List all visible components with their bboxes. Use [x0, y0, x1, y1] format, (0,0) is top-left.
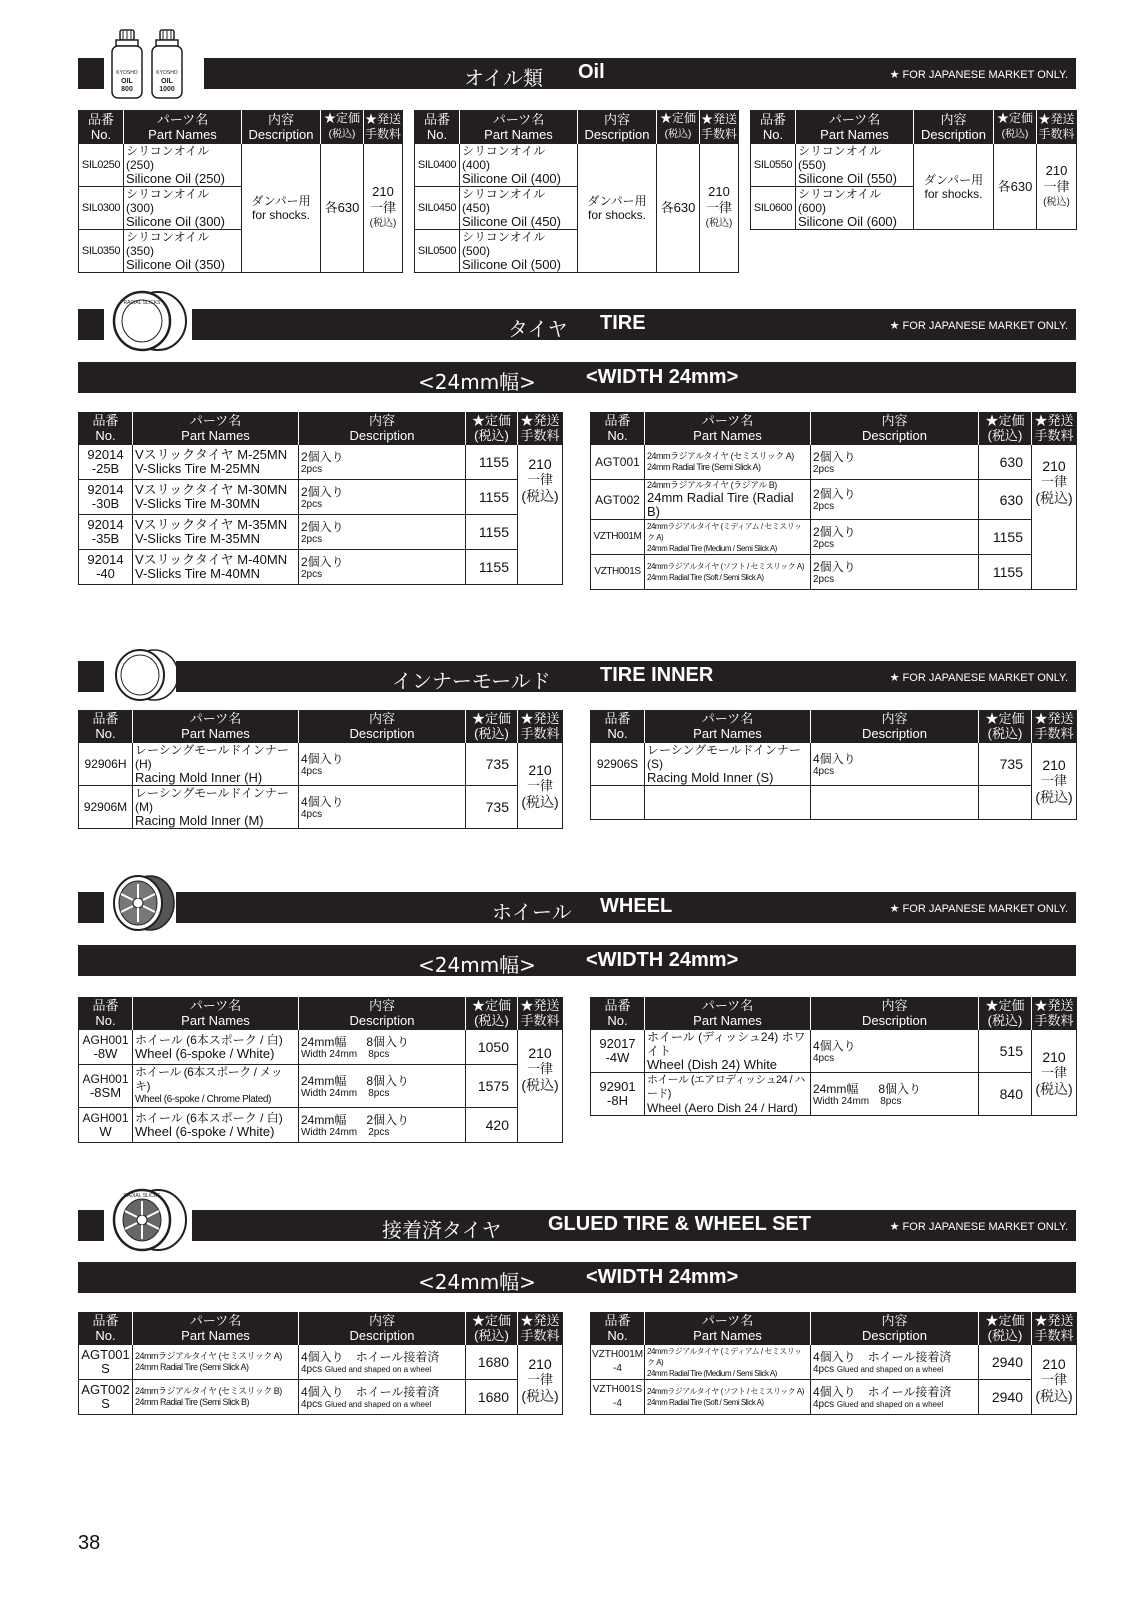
part-price: 735 — [466, 786, 518, 829]
col-fee: ★発送 手数料 — [518, 710, 563, 743]
part-no: SIL0250 — [79, 144, 124, 187]
part-desc: 2個入り 2pcs — [299, 480, 466, 515]
part-desc: 2個入り 2pcs — [299, 445, 466, 480]
part-no: SIL0450 — [415, 187, 460, 230]
shipping-fee: 210 一律 (税込) — [1032, 1345, 1077, 1415]
part-name: 24mmラジアルタイヤ (セミスリック A) 24mm Radial Tire (Semi Slick A) — [133, 1345, 299, 1380]
wheel-width-header — [78, 945, 1076, 976]
market-note: ★ FOR JAPANESE MARKET ONLY. — [889, 672, 1068, 684]
part-no: SIL0500 — [415, 230, 460, 273]
col-fee: ★発送 手数料 — [518, 412, 563, 445]
col-name: パーツ名 Part Names — [796, 110, 914, 144]
part-no: SIL0600 — [751, 187, 796, 230]
col-no: 品番 No. — [751, 110, 796, 144]
col-name: パーツ名 Part Names — [133, 997, 299, 1030]
width-label-en: <WIDTH 24mm> — [586, 1266, 739, 1288]
tire-icon — [108, 290, 192, 352]
part-no: SIL0300 — [79, 187, 124, 230]
oil-table-1 — [78, 110, 403, 273]
col-price: ★定価 (税込) — [466, 997, 518, 1030]
col-desc: 内容 Description — [811, 1312, 979, 1345]
col-no: 品番 No. — [415, 110, 460, 144]
part-name: シリコンオイル (550) Silicone Oil (550) — [796, 144, 914, 187]
part-name: ホイール (エアロディッシュ24 / ハード) Wheel (Aero Dish 24 / Hard) — [645, 1073, 811, 1116]
col-fee: ★発送 手数料 — [518, 997, 563, 1030]
col-desc: 内容 Description — [299, 997, 466, 1030]
part-price: 735 — [979, 743, 1032, 786]
col-no: 品番 No. — [79, 997, 133, 1030]
col-no: 品番 No. — [591, 710, 645, 743]
part-price: 2940 — [979, 1380, 1032, 1415]
part-name: 24mmラジアルタイヤ (ソフト / セミスリック A) 24mm Radial Tire (Soft / Semi Slick A) — [645, 1380, 811, 1415]
col-desc: 内容 Description — [811, 997, 979, 1030]
oil-section-header — [204, 58, 1076, 89]
oil-bottles-icon — [108, 26, 200, 100]
shipping-fee: 210 一律 (税込) — [1032, 445, 1077, 520]
glued-title-en: GLUED TIRE & WHEEL SET — [548, 1213, 811, 1235]
bottle2-weight: 1000 — [159, 86, 175, 93]
col-no: 品番 No. — [591, 997, 645, 1030]
part-no: SIL0550 — [751, 144, 796, 187]
part-name: ホイール (6本スポーク / 白) Wheel (6-spoke / White) — [133, 1030, 299, 1065]
col-price: ★定価 (税込) — [979, 412, 1032, 445]
width-label-jp: <24mm幅> — [418, 1270, 536, 1294]
bottle2-brand: KYOSHO — [156, 70, 178, 76]
part-no: 92014 -30B — [79, 480, 133, 515]
col-desc: 内容 Description — [811, 710, 979, 743]
wheel-table-right — [590, 997, 1077, 1116]
col-price: ★定価 (税込) — [979, 997, 1032, 1030]
part-no: 92014 -25B — [79, 445, 133, 480]
col-price: ★定価 (税込) — [466, 412, 518, 445]
wheel-section-marker — [78, 892, 104, 923]
glued-width-header — [78, 1262, 1076, 1293]
inner-title-jp: インナーモールド — [392, 669, 551, 693]
col-name: パーツ名 Part Names — [124, 110, 242, 144]
col-fee: ★発送 手数料 — [364, 110, 403, 144]
part-no: 92014 -40 — [79, 550, 133, 585]
part-no: 92017 -4W — [591, 1030, 645, 1073]
part-price: 1050 — [466, 1030, 518, 1065]
part-price: 1155 — [466, 550, 518, 585]
empty-cell — [1032, 520, 1077, 590]
oil-price: 各630 — [657, 144, 700, 273]
part-desc: 4個入り ホイール接着済 4pcs Glued and shaped on a wheel — [299, 1380, 466, 1415]
part-desc: 24mm幅 8個入り Width 24mm 8pcs — [299, 1030, 466, 1065]
inner-table-right — [590, 710, 1077, 820]
empty-cell — [518, 1108, 563, 1143]
col-name: パーツ名 Part Names — [645, 1312, 811, 1345]
wheel-icon — [108, 872, 178, 934]
part-no: 92901 -8H — [591, 1073, 645, 1116]
glued-table-left — [78, 1312, 563, 1415]
bottle1-weight: 800 — [121, 86, 133, 93]
col-price: ★定価 (税込) — [321, 110, 364, 144]
empty-cell — [979, 786, 1032, 820]
svg-text:RADIAL SLICKS: RADIAL SLICKS — [123, 300, 161, 306]
part-desc: 24mm幅 8個入り Width 24mm 8pcs — [299, 1065, 466, 1108]
tire-table-right — [590, 412, 1077, 590]
shipping-fee: 210 一律 (税込) — [518, 1345, 563, 1415]
col-desc: 内容 Description — [578, 110, 657, 144]
wheel-section-header — [176, 892, 1076, 923]
col-fee: ★発送 手数料 — [1032, 412, 1077, 445]
wheel-title-jp: ホイール — [492, 900, 572, 924]
part-name: ホイール (ディッシュ24) ホワイト Wheel (Dish 24) White — [645, 1030, 811, 1073]
inner-table-left — [78, 710, 563, 829]
part-name: Vスリックタイヤ M-25MN V-Slicks Tire M-25MN — [133, 445, 299, 480]
oil-fee: 210 一律 (税込) — [1037, 144, 1077, 230]
shipping-fee: 210 一律 (税込) — [518, 445, 563, 515]
part-name: シリコンオイル (500) Silicone Oil (500) — [460, 230, 578, 273]
part-desc: 4個入り 4pcs — [299, 743, 466, 786]
oil-table-3 — [750, 110, 1077, 230]
tire-table-left — [78, 412, 563, 585]
part-no: 92014 -35B — [79, 515, 133, 550]
col-no: 品番 No. — [79, 412, 133, 445]
part-no: AGH001 -8SM — [79, 1065, 133, 1108]
tire-inner-icon — [110, 648, 182, 702]
wheel-table-left — [78, 997, 563, 1143]
glued-title-jp: 接着済タイヤ — [382, 1218, 502, 1242]
part-name: 24mmラジアルタイヤ (セミスリック B) 24mm Radial Tire (Semi Slick B) — [133, 1380, 299, 1415]
part-desc: 4個入り 4pcs — [299, 786, 466, 829]
part-name: シリコンオイル (350) Silicone Oil (350) — [124, 230, 242, 273]
empty-cell — [811, 786, 979, 820]
width-label-jp: <24mm幅> — [418, 953, 536, 977]
col-name: パーツ名 Part Names — [645, 710, 811, 743]
tire-title-jp: タイヤ — [508, 317, 568, 341]
part-desc: 4個入り ホイール接着済 4pcs Glued and shaped on a wheel — [299, 1345, 466, 1380]
col-no: 品番 No. — [79, 1312, 133, 1345]
tire-title-en: TIRE — [600, 312, 646, 334]
col-desc: 内容 Description — [299, 412, 466, 445]
col-price: ★定価 (税込) — [657, 110, 700, 144]
part-desc: 24mm幅 2個入り Width 24mm 2pcs — [299, 1108, 466, 1143]
part-name: レーシングモールドインナー (H) Racing Mold Inner (H) — [133, 743, 299, 786]
part-desc: 2個入り 2pcs — [299, 515, 466, 550]
part-name: レーシングモールドインナー (S) Racing Mold Inner (S) — [645, 743, 811, 786]
part-name: 24mmラジアルタイヤ (ラジアル B) 24mm Radial Tire (Radial B) — [645, 480, 811, 520]
part-name: Vスリックタイヤ M-30MN V-Slicks Tire M-30MN — [133, 480, 299, 515]
col-no: 品番 No. — [79, 710, 133, 743]
part-name: レーシングモールドインナー (M) Racing Mold Inner (M) — [133, 786, 299, 829]
part-no: AGH001 W — [79, 1108, 133, 1143]
tire-width-header — [78, 362, 1076, 393]
part-desc: 2個入り 2pcs — [811, 520, 979, 555]
part-desc: 2個入り 2pcs — [811, 555, 979, 590]
width-label-en: <WIDTH 24mm> — [586, 949, 739, 971]
col-no: 品番 No. — [591, 412, 645, 445]
col-no: 品番 No. — [79, 110, 124, 144]
inner-section-header — [176, 661, 1076, 692]
col-desc: 内容 Description — [299, 1312, 466, 1345]
part-name: Vスリックタイヤ M-40MN V-Slicks Tire M-40MN — [133, 550, 299, 585]
inner-section-marker — [78, 661, 104, 692]
market-note: ★ FOR JAPANESE MARKET ONLY. — [889, 69, 1068, 81]
part-name: 24mmラジアルタイヤ (ソフト / セミスリック A) 24mm Radial Tire (Soft / Semi Slick A) — [645, 555, 811, 590]
part-no: VZTH001M — [591, 520, 645, 555]
col-fee: ★発送 手数料 — [518, 1312, 563, 1345]
part-name: シリコンオイル (250) Silicone Oil (250) — [124, 144, 242, 187]
col-desc: 内容 Description — [914, 110, 994, 144]
part-price: 1155 — [979, 555, 1032, 590]
col-desc: 内容 Description — [811, 412, 979, 445]
part-price: 1155 — [466, 515, 518, 550]
empty-cell — [591, 786, 645, 820]
part-price: 630 — [979, 445, 1032, 480]
col-fee: ★発送 手数料 — [1032, 710, 1077, 743]
oil-fee: 210 一律 (税込) — [700, 144, 739, 273]
shipping-fee: 210 一律 (税込) — [518, 1030, 563, 1108]
part-price: 2940 — [979, 1345, 1032, 1380]
part-no: VZTH001M -4 — [591, 1345, 645, 1380]
col-price: ★定価 (税込) — [979, 1312, 1032, 1345]
part-name: ホイール (6本スポーク / メッキ) Wheel (6-spoke / Chrome Plated) — [133, 1065, 299, 1108]
inner-title-en: TIRE INNER — [600, 664, 714, 686]
part-name: シリコンオイル (300) Silicone Oil (300) — [124, 187, 242, 230]
market-note: ★ FOR JAPANESE MARKET ONLY. — [889, 903, 1068, 915]
col-desc: 内容 Description — [242, 110, 321, 144]
col-name: パーツ名 Part Names — [460, 110, 578, 144]
part-name: Vスリックタイヤ M-35MN V-Slicks Tire M-35MN — [133, 515, 299, 550]
tire-section-marker — [78, 309, 104, 340]
bottle1-brand: KYOSHO — [116, 70, 138, 76]
part-no: SIL0350 — [79, 230, 124, 273]
part-desc: 24mm幅 8個入り Width 24mm 8pcs — [811, 1073, 979, 1116]
part-no: AGT002 S — [79, 1380, 133, 1415]
shipping-fee: 210 一律 (税込) — [1032, 743, 1077, 820]
width-label-jp: <24mm幅> — [418, 370, 536, 394]
part-no: AGH001 -8W — [79, 1030, 133, 1065]
wheel-title-en: WHEEL — [600, 895, 673, 917]
part-no: AGT001 — [591, 445, 645, 480]
col-name: パーツ名 Part Names — [133, 1312, 299, 1345]
oil-title-en: Oil — [578, 61, 605, 83]
col-fee: ★発送 手数料 — [1037, 110, 1077, 144]
part-name: 24mmラジアルタイヤ (ミディアム / セミスリック A) 24mm Radial Tire (Medium / Semi Slick A) — [645, 1345, 811, 1380]
col-name: パーツ名 Part Names — [645, 997, 811, 1030]
width-label-en: <WIDTH 24mm> — [586, 366, 739, 388]
part-name: 24mmラジアルタイヤ (ミディアム / セミスリック A) 24mm Radial Tire (Medium / Semi Slick A) — [645, 520, 811, 555]
oil-section-marker — [78, 58, 104, 89]
col-price: ★定価 (税込) — [466, 710, 518, 743]
market-note: ★ FOR JAPANESE MARKET ONLY. — [889, 1221, 1068, 1233]
part-desc: 4個入り ホイール接着済 4pcs Glued and shaped on a wheel — [811, 1345, 979, 1380]
part-no: 92906M — [79, 786, 133, 829]
glued-table-right — [590, 1312, 1077, 1415]
col-fee: ★発送 手数料 — [700, 110, 739, 144]
part-name: シリコンオイル (600) Silicone Oil (600) — [796, 187, 914, 230]
col-price: ★定価 (税込) — [979, 710, 1032, 743]
part-price: 630 — [979, 480, 1032, 520]
part-price: 420 — [466, 1108, 518, 1143]
page-number: 38 — [78, 1532, 101, 1554]
oil-description: ダンパー用 for shocks. — [578, 144, 657, 273]
col-name: パーツ名 Part Names — [645, 412, 811, 445]
oil-fee: 210 一律 (税込) — [364, 144, 403, 273]
part-no: SIL0400 — [415, 144, 460, 187]
col-name: パーツ名 Part Names — [133, 412, 299, 445]
part-price: 840 — [979, 1073, 1032, 1116]
col-fee: ★発送 手数料 — [1032, 1312, 1077, 1345]
oil-description: ダンパー用 for shocks. — [914, 144, 994, 230]
part-price: 1155 — [466, 445, 518, 480]
part-desc: 2個入り 2pcs — [299, 550, 466, 585]
part-no: AGT002 — [591, 480, 645, 520]
part-price: 1155 — [979, 520, 1032, 555]
col-no: 品番 No. — [591, 1312, 645, 1345]
part-price: 1575 — [466, 1065, 518, 1108]
oil-price: 各630 — [994, 144, 1037, 230]
bottle2-label: OIL — [161, 78, 173, 85]
part-desc: 4個入り ホイール接着済 4pcs Glued and shaped on a wheel — [811, 1380, 979, 1415]
part-price: 735 — [466, 743, 518, 786]
shipping-fee: 210 一律 (税込) — [518, 743, 563, 829]
part-desc: 4個入り 4pcs — [811, 1030, 979, 1073]
part-name: ホイール (6本スポーク / 白) Wheel (6-spoke / White) — [133, 1108, 299, 1143]
part-no: 92906H — [79, 743, 133, 786]
col-desc: 内容 Description — [299, 710, 466, 743]
market-note: ★ FOR JAPANESE MARKET ONLY. — [889, 320, 1068, 332]
part-name: 24mmラジアルタイヤ (セミスリック A) 24mm Radial Tire (Semi Slick A) — [645, 445, 811, 480]
empty-cell — [518, 515, 563, 585]
part-desc: 4個入り 4pcs — [811, 743, 979, 786]
oil-table-2 — [414, 110, 739, 273]
col-price: ★定価 (税込) — [466, 1312, 518, 1345]
part-price: 1680 — [466, 1380, 518, 1415]
part-no: AGT001 S — [79, 1345, 133, 1380]
part-desc: 2個入り 2pcs — [811, 480, 979, 520]
glued-tire-wheel-icon — [108, 1188, 192, 1252]
shipping-fee: 210 一律 (税込) — [1032, 1030, 1077, 1116]
oil-title-jp: オイル類 — [464, 66, 543, 90]
empty-cell — [645, 786, 811, 820]
oil-price: 各630 — [321, 144, 364, 273]
svg-text:RADIAL SLICKS: RADIAL SLICKS — [123, 1193, 161, 1199]
part-price: 515 — [979, 1030, 1032, 1073]
part-name: シリコンオイル (400) Silicone Oil (400) — [460, 144, 578, 187]
part-no: VZTH001S — [591, 555, 645, 590]
tire-section-header — [192, 309, 1076, 340]
part-no: 92906S — [591, 743, 645, 786]
col-name: パーツ名 Part Names — [133, 710, 299, 743]
part-no: VZTH001S -4 — [591, 1380, 645, 1415]
oil-description: ダンパー用 for shocks. — [242, 144, 321, 273]
part-desc: 2個入り 2pcs — [811, 445, 979, 480]
bottle1-label: OIL — [121, 78, 133, 85]
glued-section-marker — [78, 1210, 104, 1241]
part-price: 1155 — [466, 480, 518, 515]
col-price: ★定価 (税込) — [994, 110, 1037, 144]
part-price: 1680 — [466, 1345, 518, 1380]
col-fee: ★発送 手数料 — [1032, 997, 1077, 1030]
glued-section-header — [192, 1210, 1076, 1241]
part-name: シリコンオイル (450) Silicone Oil (450) — [460, 187, 578, 230]
